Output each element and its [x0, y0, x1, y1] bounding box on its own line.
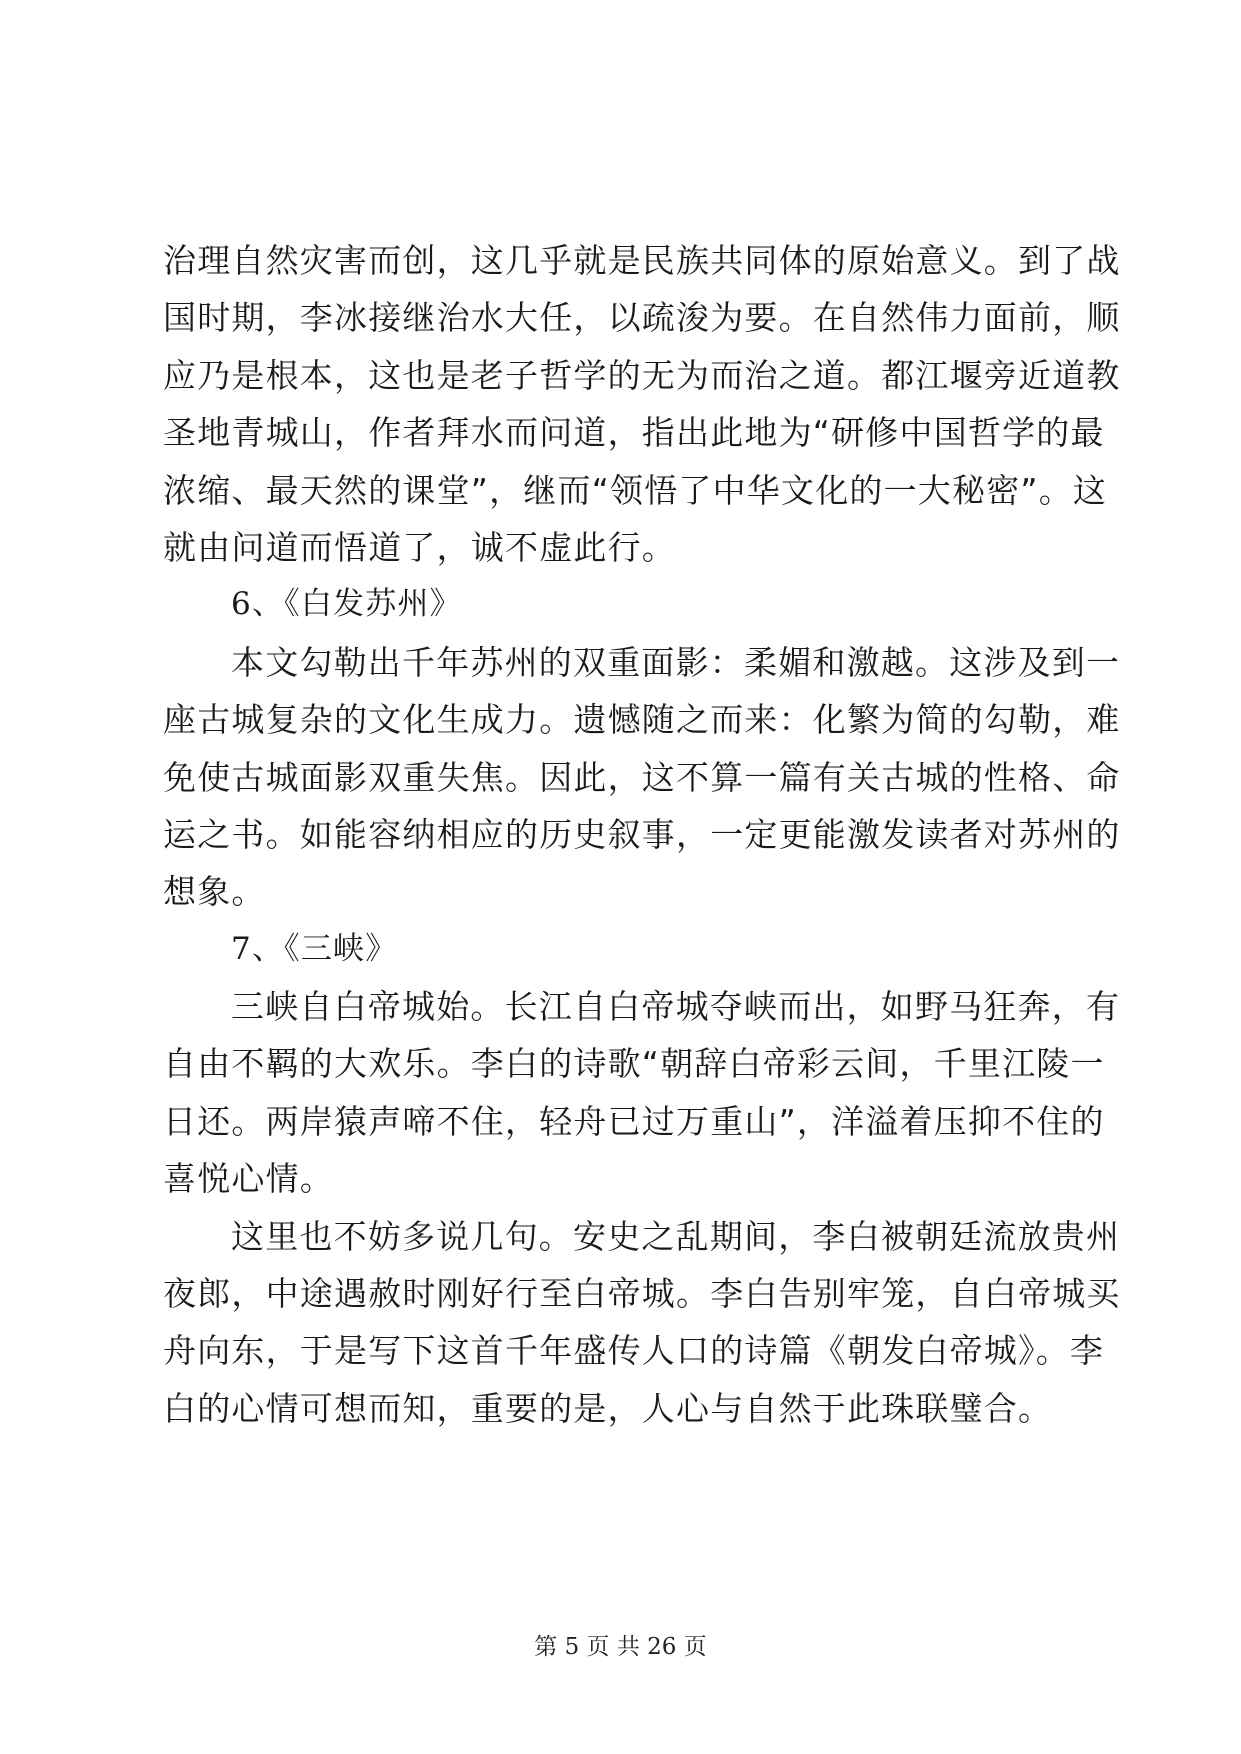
paragraph-start: 三峡自白帝城始。长江自白帝城夺峡而出，如野马狂奔，有	[231, 987, 1121, 1027]
section-heading-7: 7、《三峡》	[231, 930, 398, 967]
text-line: 舟向东，于是写下这首千年盛传人口的诗篇《朝发白帝城》。李	[163, 1331, 1105, 1371]
page-footer: 第 5 页 共 26 页	[534, 1634, 707, 1660]
text-line: 浓缩、最天然的课堂”，继而“领悟了中华文化的一大秘密”。这	[163, 470, 1108, 510]
text-line: 白的心情可想而知，重要的是，人心与自然于此珠联璧合。	[163, 1388, 1053, 1428]
text-line: 应乃是根本，这也是老子哲学的无为而治之道。都江堰旁近道教	[163, 355, 1121, 395]
text-line: 国时期，李冰接继治水大任，以疏浚为要。在自然伟力面前，顺	[163, 298, 1121, 338]
text-line: 圣地青城山，作者拜水而问道，指出此地为“研修中国哲学的最	[163, 413, 1105, 453]
body-text	[163, 232, 1121, 1437]
text-line: 就由问道而悟道了，诚不虚此行。	[163, 527, 676, 567]
paragraph-start: 这里也不妨多说几句。安史之乱期间，李白被朝廷流放贵州	[231, 1216, 1121, 1256]
section-heading-6: 6、《白发苏州》	[231, 586, 462, 623]
text-line: 夜郎，中途遇赦时刚好行至白帝城。李白告别牢笼，自白帝城买	[163, 1274, 1121, 1314]
text-line: 想象。	[163, 872, 266, 912]
text-line: 日还。两岸猿声啼不住，轻舟已过万重山”，洋溢着压抑不住的	[163, 1101, 1105, 1141]
text-line: 自由不羁的大欢乐。李白的诗歌“朝辞白帝彩云间，千里江陵一	[163, 1044, 1105, 1084]
text-line: 座古城复杂的文化生成力。遗憾随之而来：化繁为简的勾勒，难	[163, 700, 1121, 740]
text-line: 喜悦心情。	[163, 1159, 334, 1199]
text-line: 治理自然灾害而创，这几乎就是民族共同体的原始意义。到了战	[163, 241, 1121, 280]
text-line: 运之书。如能容纳相应的历史叙事，一定更能激发读者对苏州的	[163, 814, 1121, 854]
paragraph-start: 本文勾勒出千年苏州的双重面影：柔媚和激越。这涉及到一	[231, 642, 1121, 682]
text-line: 免使古城面影双重失焦。因此，这不算一篇有关古城的性格、命	[163, 757, 1121, 797]
